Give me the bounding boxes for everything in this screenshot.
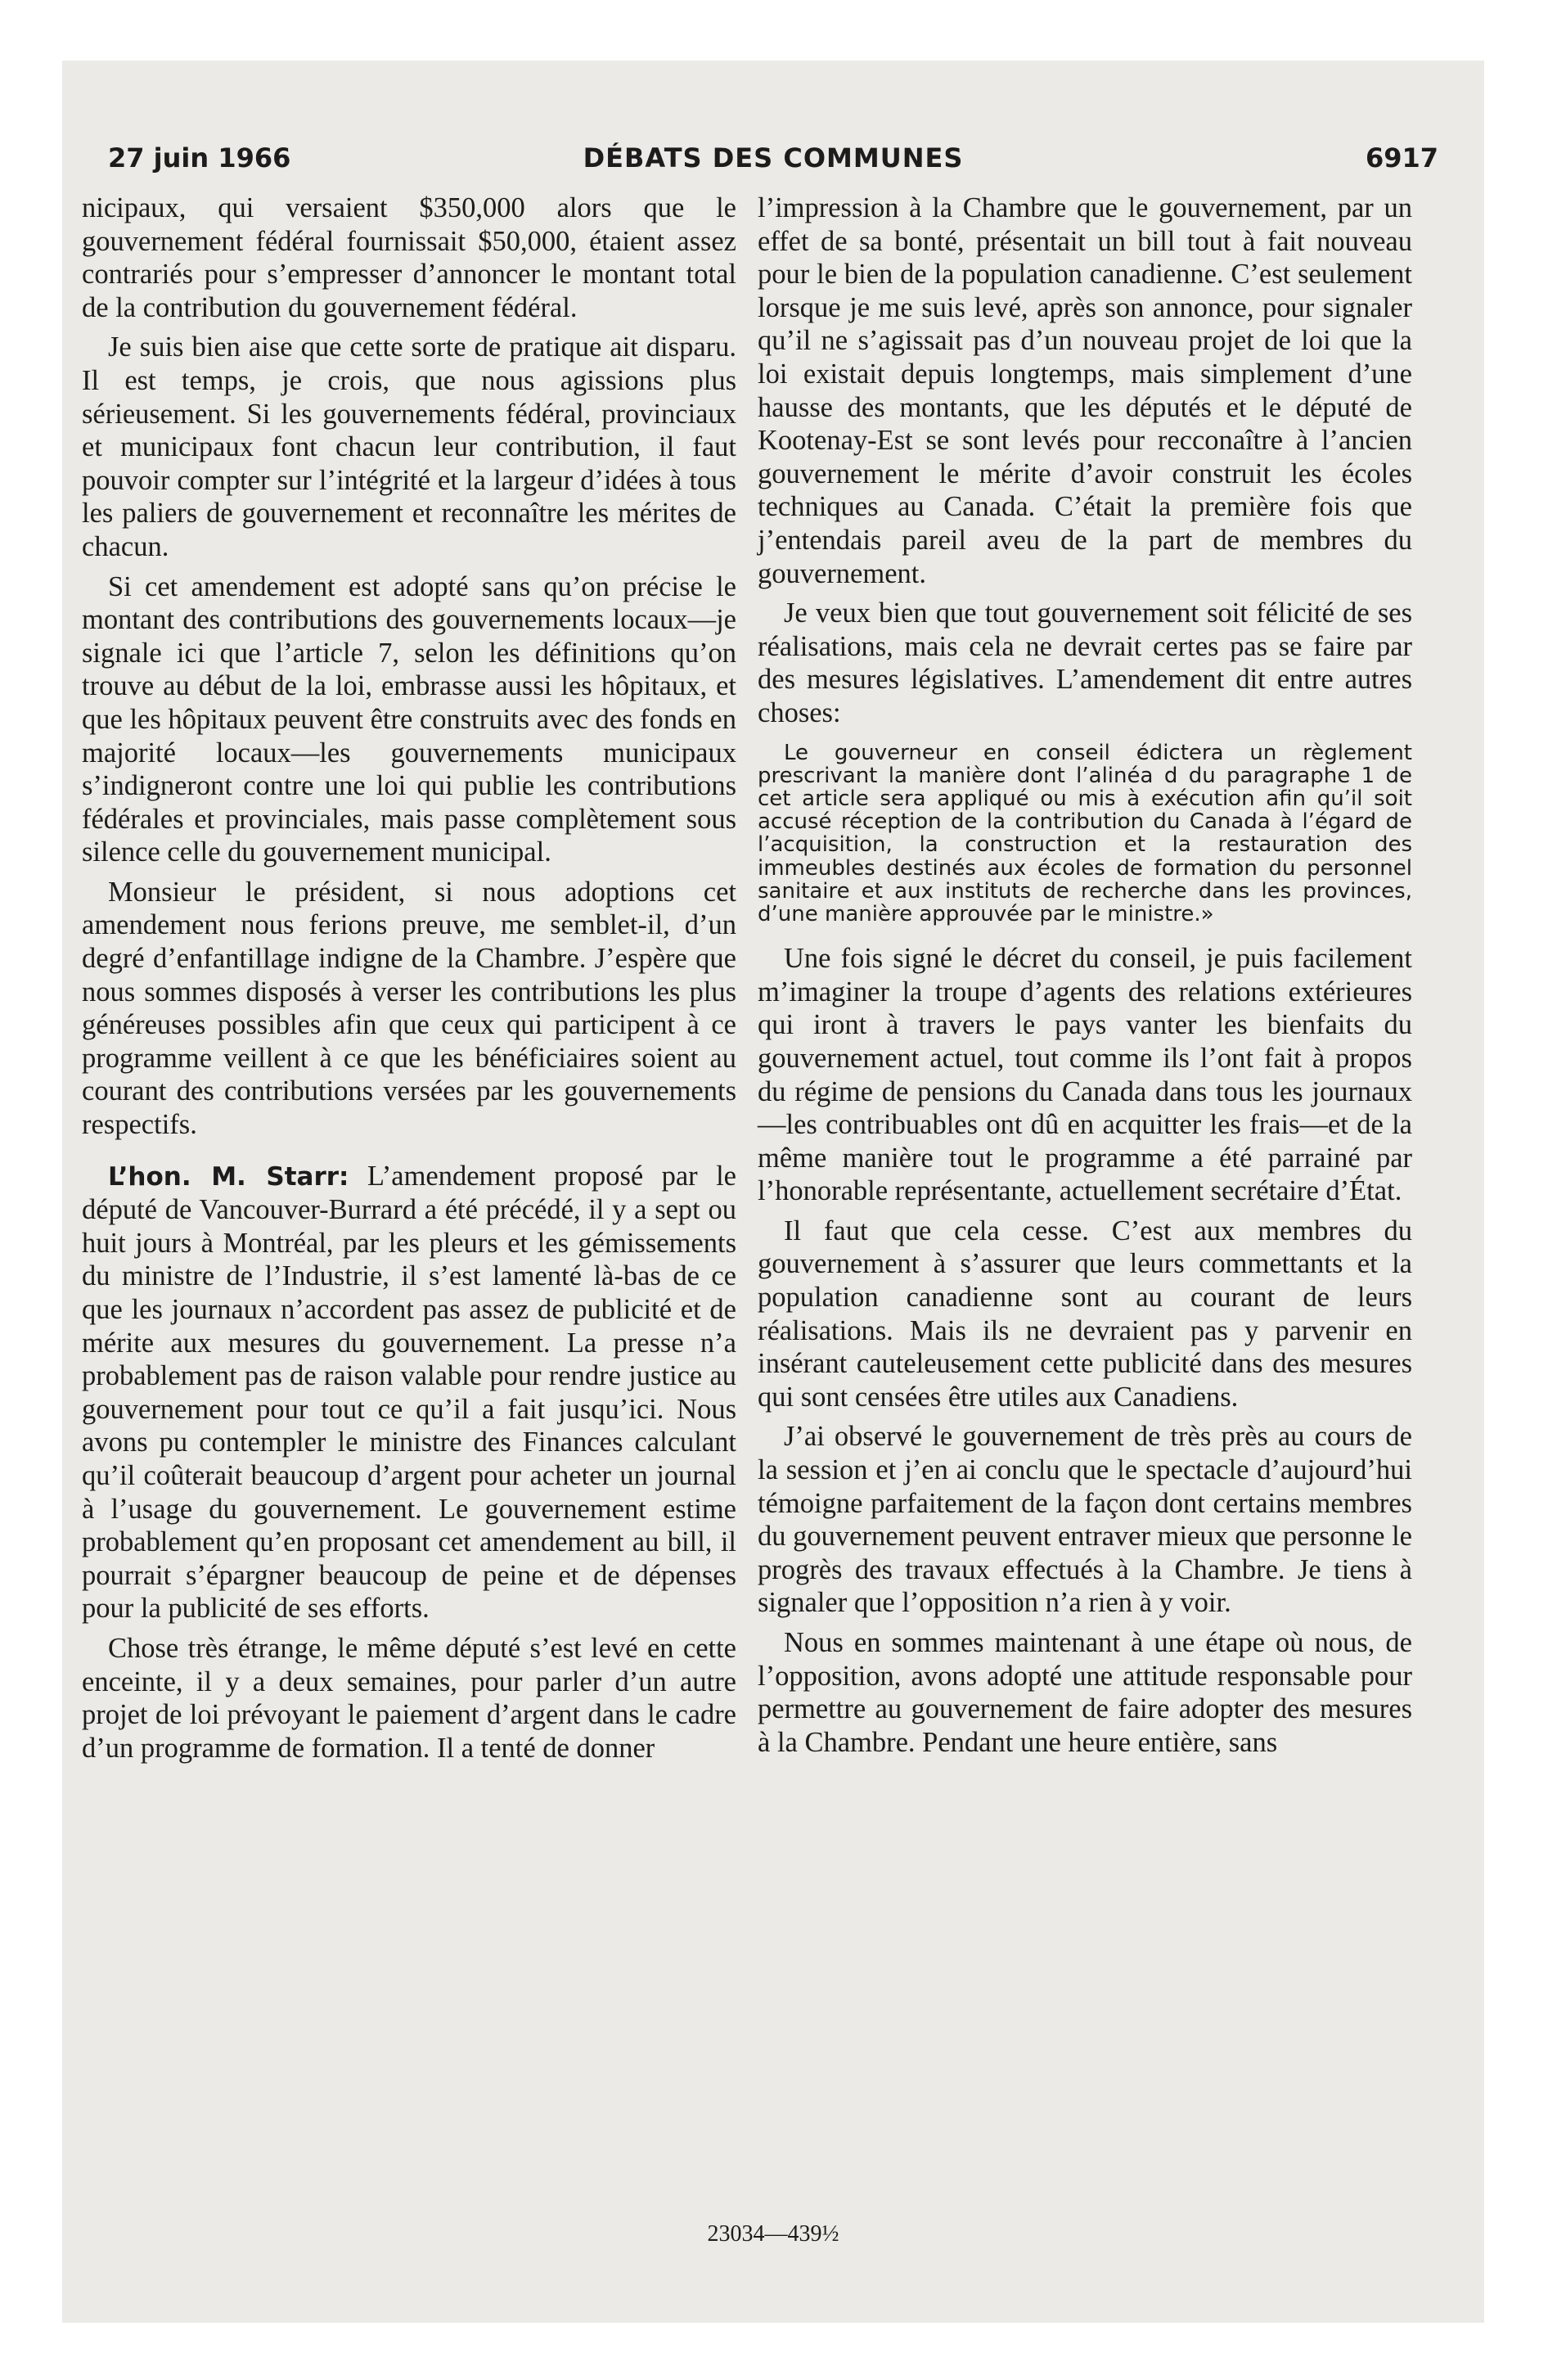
header-date: 27 juin 1966 bbox=[108, 142, 291, 174]
paragraph: Il faut que cela cesse. C’est aux membres du gouvernement à s’assurer que leurs commettants et la population canadienne sont au courant de leurs réalisations. Mais ils ne devraient pas y parvenir en insérant cauteleusement cette publicité dans des mesures qui sont censées être utiles aux Canadiens. bbox=[758, 1215, 1412, 1413]
paragraph: Monsieur le président, si nous adoptions cet amendement nous ferions preuve, me semblet-il, d’un degré d’enfantillage indigne de la Chambre. J’espère que nous sommes disposés à verser les contributions les plus généreuses possibles afin que ceux qui participent à ce programme veillent à ce que les bénéficiaires soient au courant des contributions versées par les gouvernements respectifs. bbox=[82, 876, 736, 1141]
speech-text: L’amendement proposé par le député de Vancouver-Burrard a été précédé, il y a sept ou huit jours à Montréal, par les pleurs et les gémissements du ministre de l’Industrie, il s’est lamenté là-bas de ce que les journaux n’accordent pas assez de publicité et de mérite aux mesures du gouvernement. La presse n’a probablement pas de raison valable pour rendre justice au gouvernement pour tout ce qu’il a fait jusqu’ici. Nous avons pu contempler le ministre des Finances calculant qu’il coûterait beaucoup d’argent pour acheter un journal à l’usage du gouvernement. Le gouvernement estime probablement qu’en proposant cet amendement au bill, il pourrait s’épargner beaucoup de peine et de dépenses pour la publicité de ses efforts. bbox=[82, 1160, 736, 1625]
speaker-paragraph bbox=[82, 1160, 736, 1625]
paragraph: nicipaux, qui versaient $350,000 alors que le gouvernement fédéral fournissait $50,000, étaient assez contrariés pour s’empresser d’annoncer le montant total de la contribution du gouvernement fédéral. bbox=[82, 192, 736, 323]
paragraph: J’ai observé le gouvernement de très près au cours de la session et j’en ai conclu que le spectacle d’aujourd’hui témoigne parfaitement de la façon dont certains membres du gouvernement peuvent entraver mieux que personne le progrès des travaux effectués à la Chambre. Je tiens à signaler que l’opposition n’a rien à y voir. bbox=[758, 1421, 1412, 1619]
paragraph: Si cet amendement est adopté sans qu’on précise le montant des contributions des gouvernements locaux—je signale ici que l’article 7, selon les définitions qu’on trouve au début de la loi, embrasse aussi les hôpitaux, et que les hôpitaux peuvent être construits avec des fonds en majorité locaux—les gouvernements municipaux s’indigneront contre une loi qui publie les contributions fédérales et provinciales, mais passe complètement sous silence celle du gouvernement municipal. bbox=[82, 570, 736, 868]
speaker-name: L’hon. M. Starr: bbox=[108, 1161, 349, 1192]
paragraph: Nous en sommes maintenant à une étape où nous, de l’opposition, avons adopté une attitude responsable pour permettre au gouvernement de faire adopter des mesures à la Chambre. Pendant une heure entière, sans bbox=[758, 1627, 1412, 1758]
page-number: 6917 bbox=[1365, 142, 1438, 174]
paragraph: Je veux bien que tout gouvernement soit félicité de ses réalisations, mais cela ne devrait certes pas se faire par des mesures législatives. L’amendement dit entre autres choses: bbox=[758, 597, 1412, 728]
quoted-amendment bbox=[758, 741, 1412, 926]
paragraph: Je suis bien aise que cette sorte de pratique ait disparu. Il est temps, je crois, que nous agissions plus sérieusement. Si les gouvernements fédéral, provinciaux et municipaux font chacun leur contribution, il faut pouvoir compter sur l’intégrité et la largeur d’idées à tous les paliers de gouvernement et reconnaître les mérites de chacun. bbox=[82, 331, 736, 562]
paragraph: Une fois signé le décret du conseil, je puis facilement m’imaginer la troupe d’agents des relations extérieures qui iront à travers le pays vanter les bienfaits du gouvernement actuel, tout comme ils l’ont fait à propos du régime de pensions du Canada dans tous les journaux—les contribuables ont dû en acquitter les frais—et de la même manière tout le programme a été parrainé par l’honorable représentante, actuellement secrétaire d’État. bbox=[758, 943, 1412, 1207]
quote-text: Le gouverneur en conseil édictera un règlement prescrivant la manière dont l’alinéa d du paragraphe 1 de cet article sera appliqué ou mis à exécution afin qu’il soit accusé réception de la contribution du Canada à l’égard de l’acquisition, la construction et la restauration des immeubles destinés aux écoles de formation du personnel sanitaire et aux instituts de recherche dans les provinces, d’une manière approuvée par le ministre.» bbox=[758, 740, 1412, 926]
scanned-page bbox=[62, 61, 1484, 2323]
page-header bbox=[108, 142, 1438, 183]
paragraph: Chose très étrange, le même député s’est levé en cette enceinte, il y a deux semaines, pour parler d’un autre projet de loi prévoyant le paiement d’argent dans le cadre d’un programme de formation. Il a tenté de donner bbox=[82, 1632, 736, 1764]
left-column bbox=[82, 192, 736, 1771]
header-title: DÉBATS DES COMMUNES bbox=[583, 142, 964, 174]
printer-signature: 23034—439½ bbox=[707, 2221, 839, 2247]
right-column bbox=[758, 192, 1412, 1765]
paragraph: l’impression à la Chambre que le gouvernement, par un effet de sa bonté, présentait un bill tout à fait nouveau pour le bien de la population canadienne. C’est seulement lorsque je me suis levé, après son annonce, pour signaler qu’il ne s’agissait pas d’un nouveau projet de loi que la loi existait depuis longtemps, mais simplement d’une hausse des montants, que les députés et le député de Kootenay-Est se sont levés pour recconaître à l’ancien gouvernement le mérite d’avoir construit les écoles techniques au Canada. C’était la première fois que j’entendais pareil aveu de la part de membres du gouvernement. bbox=[758, 192, 1412, 589]
